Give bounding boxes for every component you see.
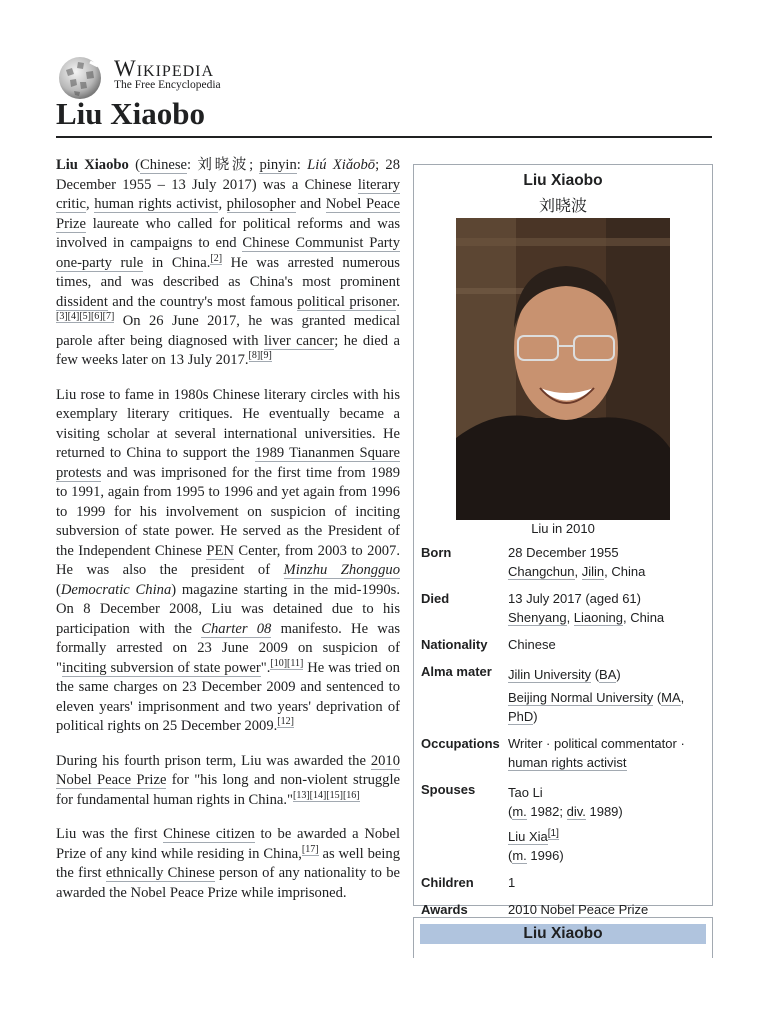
infobox-row-spouses	[421, 780, 705, 865]
alma-mater-link-2[interactable]: Beijing Normal University	[508, 690, 654, 705]
divorced-abbr[interactable]: div.	[566, 804, 586, 819]
died-date: 13 July 2017 (aged 61)	[508, 591, 641, 606]
born-place-country: China	[611, 564, 646, 579]
born-date: 28 December 1955	[508, 545, 619, 560]
spouses-label: Spouses	[421, 782, 476, 797]
born-place-link-city[interactable]: Changchun	[508, 564, 575, 579]
infobox-row-born	[421, 543, 705, 581]
degree-link-ma[interactable]: MA	[661, 690, 681, 705]
infobox-native-name: 刘晓波	[538, 198, 587, 215]
title-divider	[56, 136, 712, 138]
infobox-row-died	[421, 589, 705, 627]
died-place-link-city[interactable]: Shenyang	[508, 610, 567, 625]
married-abbr-2[interactable]: m.	[512, 848, 527, 863]
secondary-infobox-title: Liu Xiaobo	[420, 924, 706, 944]
spouse-2-link[interactable]: Liu Xia	[508, 829, 548, 844]
alma-mater-label: Alma mater	[421, 664, 492, 679]
died-label: Died	[421, 591, 450, 606]
wikipedia-tagline: The Free Encyclopedia	[114, 79, 221, 91]
died-place-link-province[interactable]: Liaoning	[573, 610, 623, 625]
degree-link-phd[interactable]: PhD	[508, 709, 534, 724]
married-abbr-1[interactable]: m.	[512, 804, 527, 819]
spouses-value: Tao Li (m. 1982; div. 1989) Liu Xia[1] (m. 1996)	[508, 780, 705, 865]
infobox-table	[421, 543, 705, 927]
portrait-photo[interactable]	[456, 218, 670, 520]
infobox-name: Liu Xiaobo	[523, 172, 603, 189]
occupations-value: Writer · political commentator · human rights activist	[508, 736, 685, 770]
wikipedia-globe-logo[interactable]	[56, 54, 104, 102]
occupation-commentator: political commentator	[554, 736, 677, 751]
infobox-row-children	[421, 873, 705, 892]
spouse-1-years: 1982;	[530, 804, 563, 819]
occupation-link-activist[interactable]: human rights activist	[508, 755, 627, 770]
infobox-row-alma-mater	[421, 662, 705, 726]
children-label: Children	[421, 875, 474, 890]
infobox-row-occupations	[421, 734, 705, 772]
infobox	[413, 164, 713, 917]
spouse-2-years: 1996)	[530, 848, 564, 863]
awards-label: Awards	[421, 902, 468, 917]
nationality-label: Nationality	[421, 637, 488, 652]
wikipedia-wordmark[interactable]: Wikipedia	[114, 56, 215, 81]
spouse-1-div-year: 1989)	[589, 804, 623, 819]
article-paragraph-4: Liu was the first Chinese citizen to be awarded a Nobel Prize of any kind while residing in China,[17] as well being the first ethnically Chinese person of any nationality to be awarded the Nobel Peace Prize while imprisoned.	[56, 826, 400, 901]
spouse-2-ref[interactable]: [1]	[547, 827, 559, 839]
occupation-writer: Writer	[508, 736, 543, 751]
page-title: Liu Xiaobo	[56, 96, 206, 131]
alma-mater-link-1[interactable]: Jilin University	[508, 667, 592, 682]
alma-mater-value: Jilin University (BA) Beijing Normal University (MA, PhD)	[508, 667, 685, 724]
article-body	[56, 156, 400, 958]
infobox-row-nationality	[421, 635, 705, 654]
born-place-link-province[interactable]: Jilin	[581, 564, 605, 579]
degree-link-ba[interactable]: BA	[599, 667, 617, 682]
spouse-1: Tao Li	[508, 785, 543, 800]
born-label: Born	[421, 545, 452, 560]
children-value: 1	[508, 875, 516, 890]
occupations-label: Occupations	[421, 736, 500, 751]
died-place-country: China	[630, 610, 665, 625]
born-value: 28 December 1955 Changchun, Jilin, China	[508, 545, 646, 579]
nationality-value: Chinese	[508, 637, 556, 652]
awards-link[interactable]: 2010 Nobel Peace Prize	[508, 902, 649, 917]
article-paragraph-2: Liu rose to fame in 1980s Chinese literary circles with his exemplary literary critiques. He eventually became a visiting scholar at several international universities. He returned to China to support the 1989 Tiananmen Square protests and was imprisoned for the first time from 1989 to 1991, again from 1995 to 1996 and yet again from 1996 to 1999 for his involvement on suspicion of inciting subversion of state power. He served as the President of the Independent Chinese PEN Center, from 2003 to 2007. He was also the president of Minzhu Zhongguo (Democratic China) magazine starting in the mid-1990s. On 8 December 2008, Liu was detained due to his participation with the Charter 08 manifesto. He was formally arrested on 23 June 2009 on suspicion of "inciting subversion of state power".[10][11] He was tried on the same charges on 23 December 2009 and sentenced to eleven years' imprisonment and two years' deprivation of political rights on 25 December 2009.[12]	[56, 386, 400, 734]
portrait-caption: Liu in 2010	[531, 521, 595, 536]
article-paragraph-1: Liu Xiaobo (Chinese: 刘晓波; pinyin: Liú Xiǎobō; 28 December 1955 – 13 July 2017) was a Chinese literary critic, human rights activist, philosopher and Nobel Peace Prize laureate who called for political reforms and was involved in campaigns to end Chinese Communist Party one-party rule in China.[2] He was arrested numerous times, and was described as China's most prominent dissident and the country's most famous political prisoner.[3][4][5][6][7] On 26 June 2017, he was granted medical parole after being diagnosed with liver cancer; he died a few weeks later on 13 July 2017.[8][9]	[56, 157, 400, 368]
article-paragraph-3: During his fourth prison term, Liu was awarded the 2010 Nobel Peace Prize for "his long and non-violent struggle for fundamental human rights in China."[13][14][15][16]	[56, 752, 400, 808]
died-value: 13 July 2017 (aged 61) Shenyang, Liaoning, China	[508, 591, 665, 625]
page-bottom-margin	[0, 958, 768, 1024]
